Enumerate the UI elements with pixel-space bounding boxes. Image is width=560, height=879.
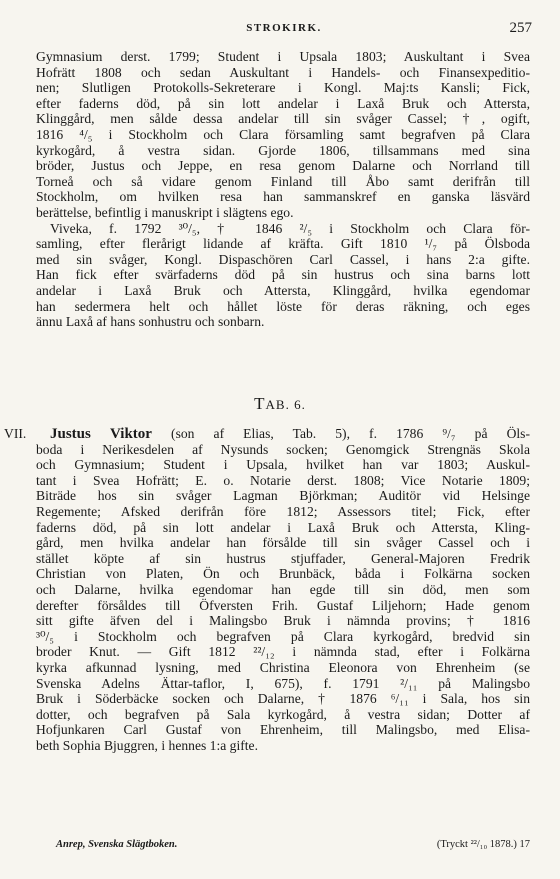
margin-generation-mark: VII. (4, 426, 27, 441)
text-line: Hofrätt 1808 och sedan Auskultant i Handels- och Finansexpeditio- (36, 64, 530, 80)
paragraph (36, 221, 530, 330)
text-line: faderns död, på sin lott andelar i Laxå Bruk och Attersta, Kling- (36, 519, 530, 535)
text-line: gård, men hvilka andelar han försålde till sin svåger Cassel och i (36, 535, 530, 551)
text-line: derefter försåldes till Öfversten Frih. Gustaf Liljehorn; Hade genom (36, 597, 530, 613)
text-line: broder Knut. — Gift 1812 ²²/₁₂ i nämnda stad, efter i Folkärna (36, 644, 530, 660)
page-header (36, 20, 532, 40)
text-line: och Dalarne, hvilka egendomar han egde till sin död, men som (36, 581, 530, 597)
text-line: Justus Viktor (son af Elias, Tab. 5), f. 1786 ⁹/₇ på Öls- (50, 426, 530, 442)
text-line: andelar i Laxå Bruk och Attersta, Klinggård, hvilka egendomar (36, 282, 530, 298)
text-line: samling, efter flerårigt lidande af kräfta. Gift 1810 ¹/₇ på Ölsboda (36, 236, 530, 252)
text-line: Svenska Adelns Ättar-taflor, I, 675), f. 1791 ²/₁₁ på Malingsbo (36, 675, 530, 691)
text-line: Biträde hos sin svåger Lagman Björkman; Auditör vid Helsinge (36, 488, 530, 504)
text-line: han sedermera helt och hållet löste för deras räkning, och eges (36, 298, 530, 314)
lower-text-block (36, 426, 530, 753)
text-line: dotter, och begrafven på Sala kyrkogård, å vestra sidan; Dotter af (36, 706, 530, 722)
page-footer (36, 839, 530, 853)
text-line: med sin svåger, Kongl. Dispaschören Carl Cassel, i hans 2:a gifte. (36, 251, 530, 267)
text-line: kyrka afkunnad lysning, med Christina Eleonora von Ehrenheim (se (36, 659, 530, 675)
text-line: tant i Svea Hofrätt; E. o. Notarie derst. 1808; Vice Notarie 1809; (36, 472, 530, 488)
text-line: kyrkogård, å vestra sidan. Gjorde 1806, tillsammans med sina (36, 142, 530, 158)
tab-heading-rest: AB. 6. (265, 397, 306, 412)
footer-source: Anrep, Svenska Slägtboken. (56, 839, 178, 850)
text-line: Christian von Platen, Ön och Brunbäck, båda i Folkärna socken (36, 566, 530, 582)
text-line: ännu Laxå af hans sonhustru och sonbarn. (36, 314, 265, 330)
text-line: boda i Nerikesdelen af Nysunds socken; Genomgick Strengnäs Skola (36, 441, 530, 457)
text-line: sitt gifte äfven del i Malingsbo Bruk i nämnda provins; † 1816 (36, 613, 530, 629)
text-line: stället köpte af sin hustrus stjuffader, General-Majoren Fredrik (36, 550, 530, 566)
text-line: Stockholm, om hvilken resa han sammanskref en ganska läsvärd (36, 189, 530, 205)
text-line: berättelse, befintlig i manuskript i slägtens ego. (36, 204, 294, 220)
upper-text-block (36, 49, 530, 330)
text-line: Torneå och så vidare genom Finland till Åbo samt derifrån till (36, 173, 530, 189)
page-number: 257 (509, 20, 532, 36)
text-line: Viveka, f. 1792 ³⁰/₅, † 1846 ²/₅ i Stockholm och Clara för- (50, 220, 530, 236)
text-line: bröder, Justus och Jeppe, en resa genom Dalarne och Norrland till (36, 158, 530, 174)
paragraph (36, 426, 530, 753)
text-line: Regemente; Afsked derifrån före 1812; Assessors titel; Fick, efter (36, 503, 530, 519)
text-line: Klinggård, men sålde dessa andelar till sin svåger Cassel; †, ogift, (36, 111, 530, 127)
text-line: Gymnasium derst. 1799; Student i Upsala 1803; Auskultant i Svea (36, 49, 530, 64)
running-head: STROKIRK. (246, 22, 322, 34)
text-line: Han fick efter svärfaderns död på sin hustrus och sina barns lott (36, 267, 530, 283)
text-line: efter faderns död, på sin lott andelar i Laxå Bruk och Attersta, (36, 95, 530, 111)
person-name: Justus Viktor (50, 426, 152, 442)
tab-heading (0, 394, 560, 414)
text-line: beth Sophia Bjuggren, i hennes 1:a gifte. (36, 737, 258, 753)
text-line: 1816 ⁴/₅ i Stockholm och Clara församling samt begrafven på Clara (36, 126, 530, 142)
footer-print-date: (Tryckt ²²/₁₀ 1878.) 17 (436, 839, 530, 850)
text-line: ³⁰/₅ i Stockholm och begrafven på Clara kyrkogård, bredvid sin (36, 628, 530, 644)
text-line: nen; Slutligen Protokolls-Sekreterare i Kongl. Maj:ts Kansli; Fick, (36, 80, 530, 96)
text-line: och Gymnasium; Student i Upsala, hvilket han var 1803; Auskul- (36, 457, 530, 473)
text-line: Hofjunkaren Carl Gustaf von Ehrenheim, till Malingsbo, med Elisa- (36, 722, 530, 738)
text-line: Bruk i Söderbäcke socken och Dalarne, † 1876 ⁶/₁₁ i Sala, hos sin (36, 691, 530, 707)
tab-heading-initial: T (254, 394, 266, 413)
paragraph (36, 49, 530, 221)
